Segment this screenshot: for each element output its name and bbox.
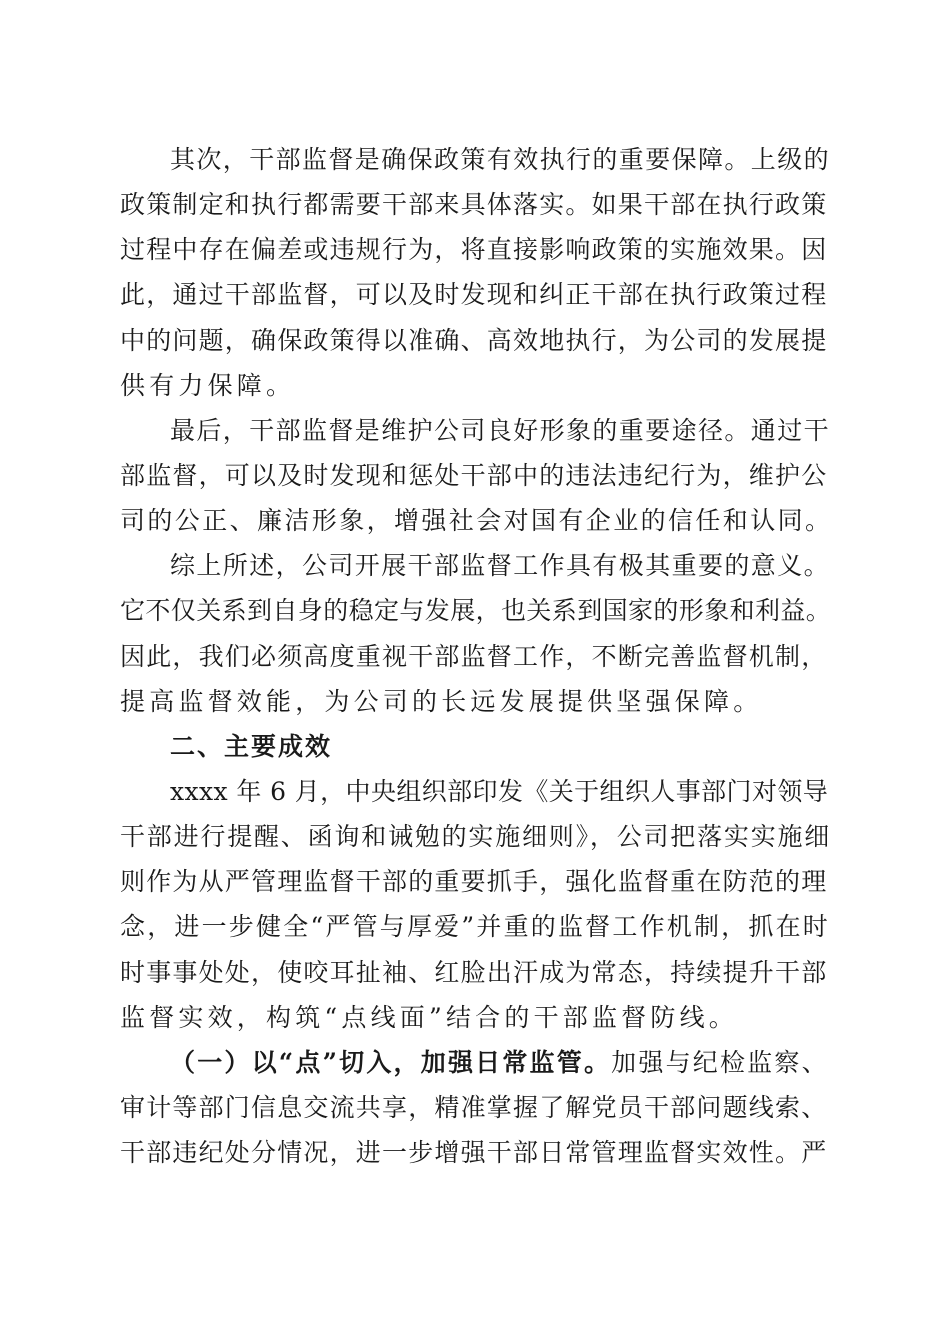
- paragraph-4-line-1: xxxx 年 6 月，中央组织部印发《关于组织人事部门对领导: [170, 776, 829, 806]
- paragraph-5-line-2: 审计等部门信息交流共享，精准掌握了解党员干部问题线索、: [120, 1092, 828, 1122]
- paragraph-4-line-3: 则作为从严管理监督干部的重要抓手，强化监督重在防范的理: [120, 867, 828, 897]
- paragraph-1-line-3: 过程中存在偏差或违规行为，将直接影响政策的实施效果。因: [120, 235, 828, 265]
- paragraph-2-line-1: 最后，干部监督是维护公司良好形象的重要途径。通过干: [170, 415, 831, 445]
- paragraph-5-line-3: 干部违纪处分情况，进一步增强干部日常管理监督实效性。严: [120, 1138, 828, 1168]
- section-heading: 二、主要成效: [170, 731, 333, 761]
- paragraph-5-line-1-rest: 加强与纪检监察、: [611, 1047, 829, 1077]
- paragraph-3-line-1: 综上所述，公司开展干部监督工作具有极其重要的意义。: [170, 551, 831, 581]
- paragraph-1-line-1: 其次，干部监督是确保政策有效执行的重要保障。上级的: [170, 145, 831, 174]
- paragraph-4-line-4: 念，进一步健全“严管与厚爱”并重的监督工作机制，抓在时: [120, 912, 830, 942]
- paragraph-1-line-5: 中的问题，确保政策得以准确、高效地执行，为公司的发展提: [120, 325, 828, 355]
- paragraph-4-line-6: 监督实效，构筑“点线面”结合的干部监督防线。: [120, 1002, 738, 1032]
- paragraph-1-line-4: 此，通过干部监督，可以及时发现和纠正干部在执行政策过程: [120, 280, 828, 310]
- paragraph-4-line-5: 时事事处处，使咬耳扯袖、红脸出汗成为常态，持续提升干部: [120, 957, 828, 987]
- paragraph-1-line-6: 供有力保障。: [120, 370, 296, 400]
- paragraph-1-line-2: 政策制定和执行都需要干部来具体落实。如果干部在执行政策: [120, 190, 828, 220]
- paragraph-2-line-2: 部监督，可以及时发现和惩处干部中的违法违纪行为，维护公: [120, 460, 828, 490]
- paragraph-3-line-3: 因此，我们必须高度重视干部监督工作，不断完善监督机制，: [120, 641, 828, 671]
- paragraph-3-line-4: 提高监督效能，为公司的长远发展提供坚强保障。: [120, 686, 763, 716]
- paragraph-2-line-3: 司的公正、廉洁形象，增强社会对国有企业的信任和认同。: [120, 506, 833, 536]
- paragraph-4-line-2: 干部进行提醒、函询和诫勉的实施细则》，公司把落实实施细: [120, 822, 832, 852]
- paragraph-5-line-1: [120, 1040, 832, 1085]
- paragraph-3-line-2: 它不仅关系到自身的稳定与发展，也关系到国家的形象和利益。: [120, 596, 832, 626]
- document-page: [120, 137, 832, 1175]
- subsection-heading: （一）以“点”切入，加强日常监管。: [170, 1047, 612, 1077]
